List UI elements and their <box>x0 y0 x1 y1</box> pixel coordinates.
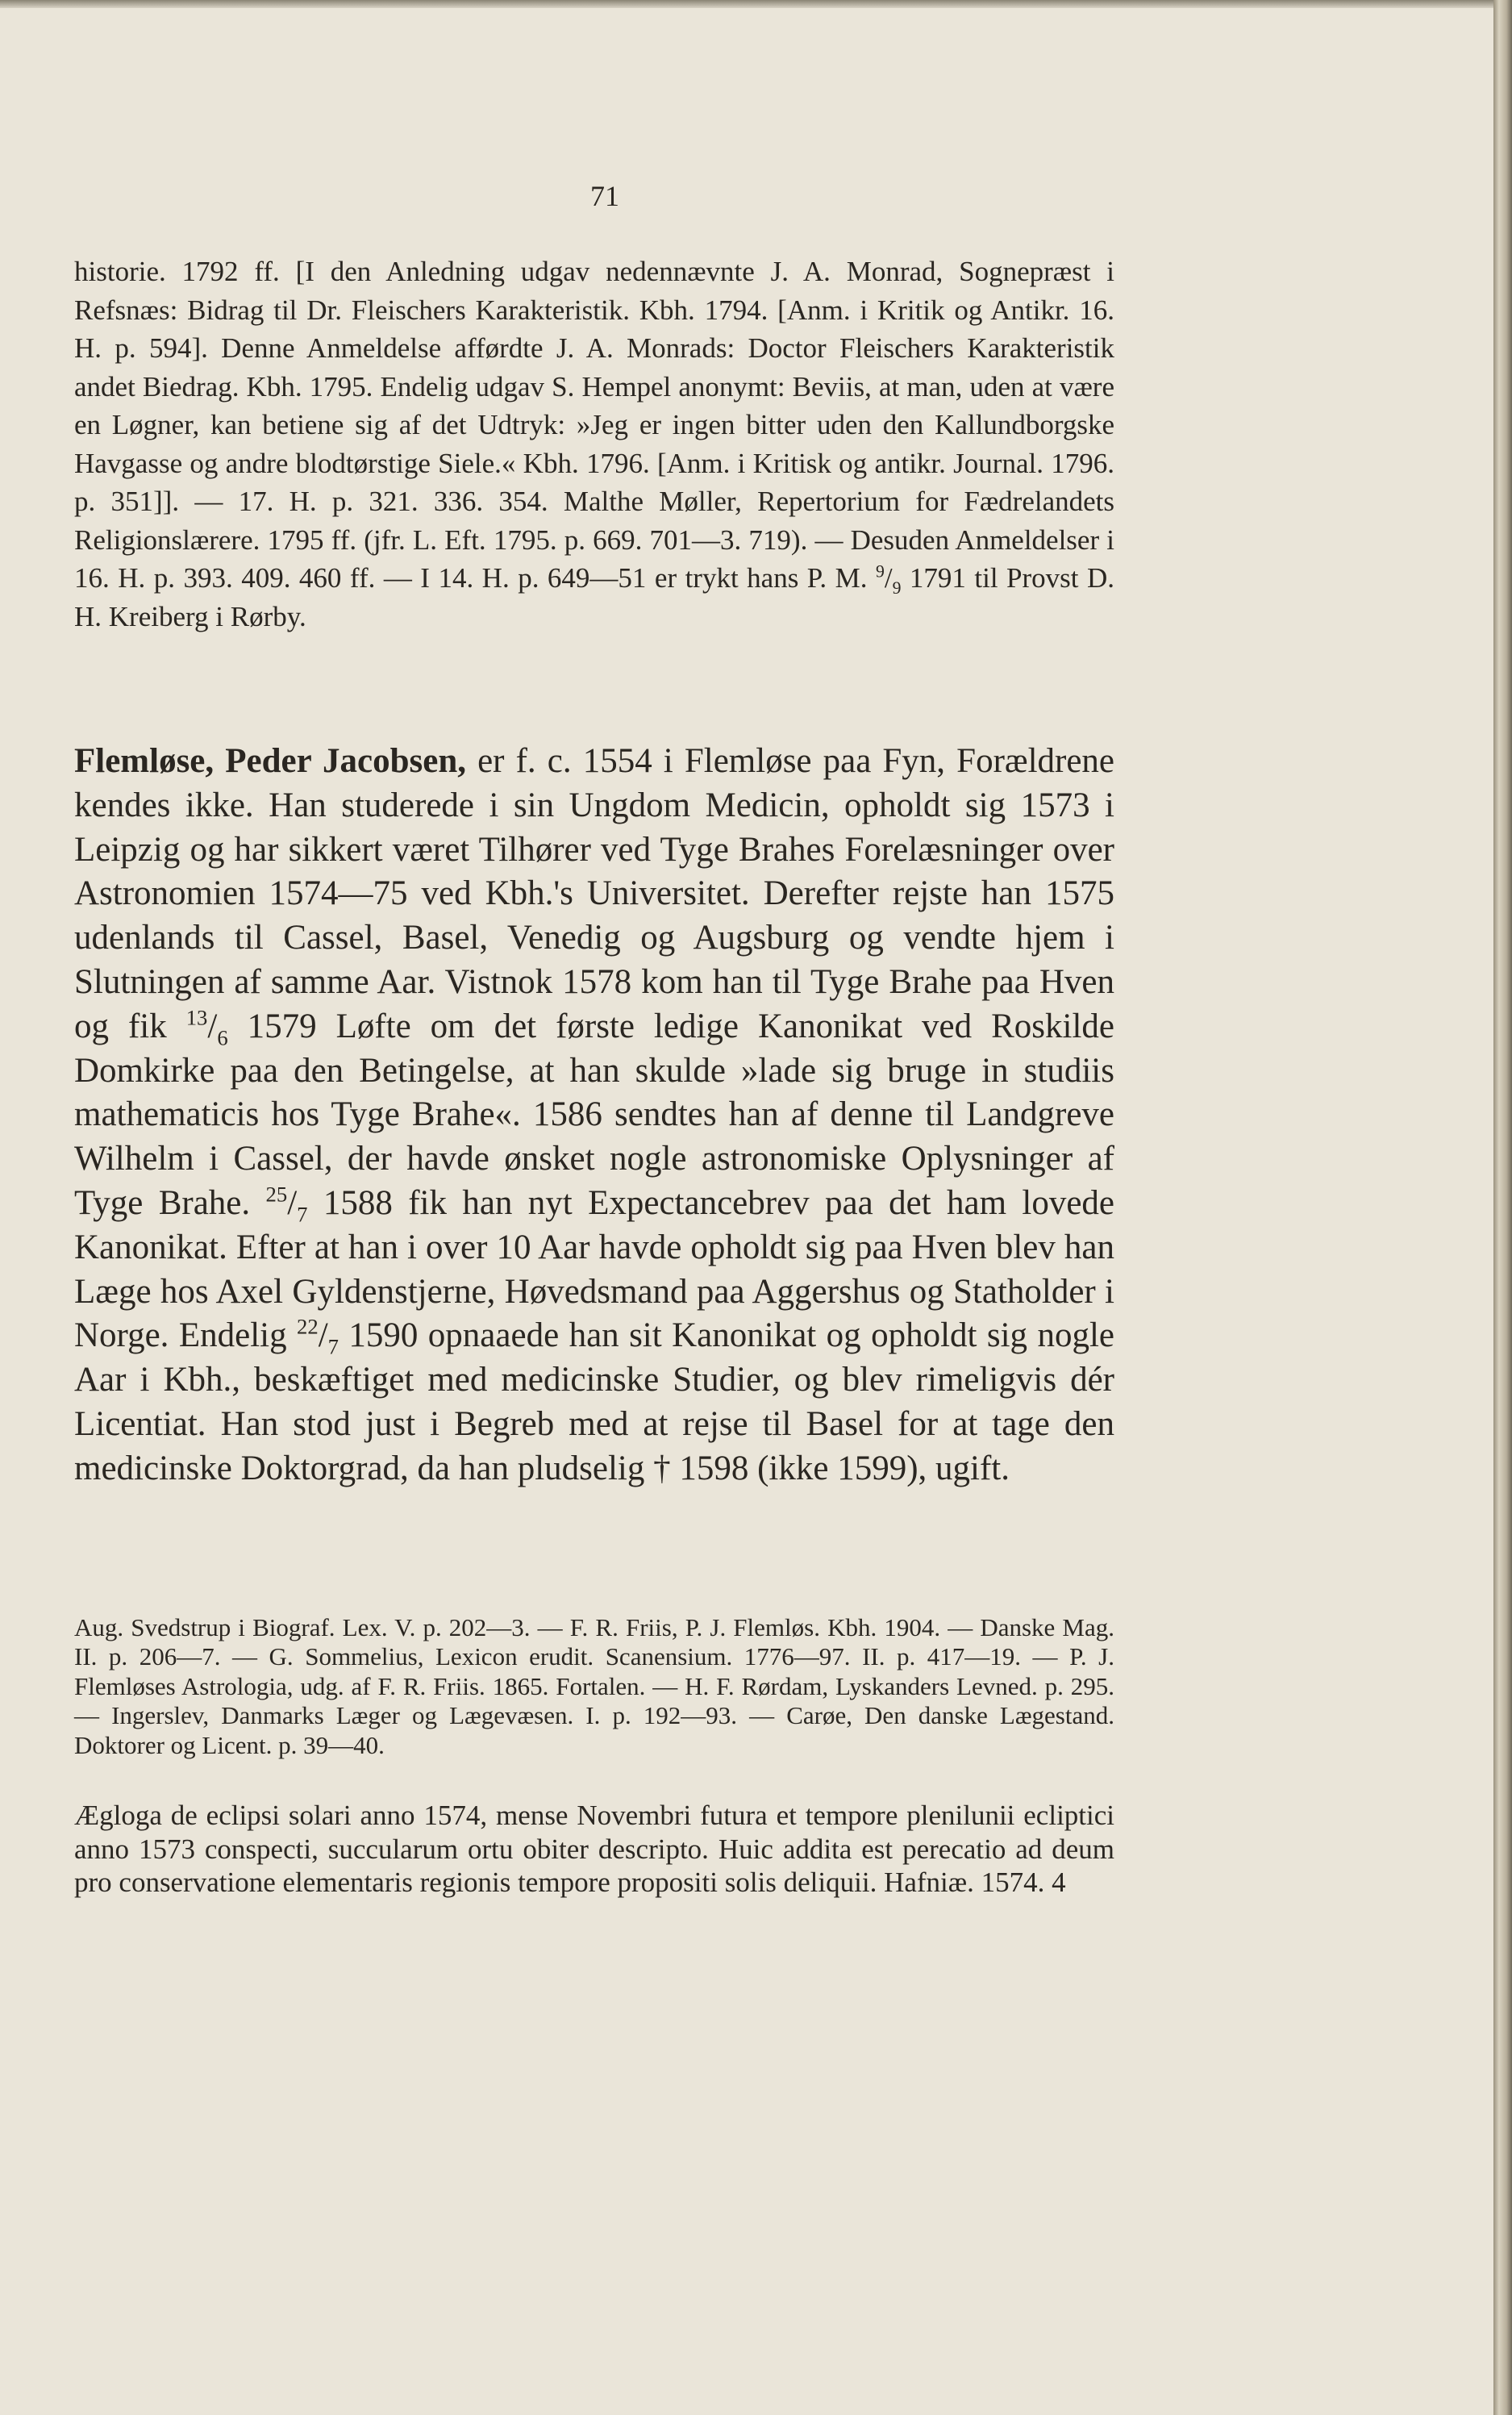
entry-name: Flemløse, Peder Jacobsen, <box>74 742 466 780</box>
publication-entry <box>74 1799 1114 1900</box>
preceding-entry-end: 1791 til Provst D. H. Kreiberg i Rørby. <box>74 562 1115 632</box>
page-top-edge <box>0 0 1493 8</box>
entry-part-1: er f. c. 1554 i Flemløse paa Fyn, Forældrene kendes ikke. Han studerede i sin Ungdom Medicin, opholdt sig 1573 i Leipzig og har sikkert været Tilhører ved Tyge Brahes Forelæsninger over Astronomien 1574—75 ved Kbh.'s Universitet. Derefter rejste han 1575 udenlands til Cassel, Basel, Venedig og Augsburg og vendte hjem i Slutningen af samme Aar. Vistnok 1578 kom han til Tyge Brahe paa Hven og fik <box>74 742 1115 1045</box>
preceding-entry-text: historie. 1792 ff. [I den Anledning udgav nedennævnte J. A. Monrad, Sognepræst i Refsnæs: Bidrag til Dr. Fleischers Karakteristik. Kbh. 1794. [Anm. i Kritik og Antikr. 16. H. p. 594]. Denne Anmeldelse afførdte J. A. Monrads: Doctor Fleischers Karakteristik andet Biedrag. Kbh. 1795. Endelig udgav S. Hempel anonymt: Beviis, at man, uden at være en Løgner, kan betiene sig af det Udtryk: »Jeg er ingen bitter uden den Kallundborgske Havgasse og andre blodtørstige Siele.« Kbh. 1796. [Anm. i Kritisk og antikr. Journal. 1796. p. 351]]. — 17. H. p. 321. 336. 354. Malthe Møller, Repertorium for Fædrelandets Religionslærere. 1795 ff. (jfr. L. Eft. 1795. p. 669. 701—3. 719). — Desuden Anmeldelser i 16. H. p. 393. 409. 460 ff. — I 14. H. p. 649—51 er trykt hans P. M. $^9/_9$ 1791 til Provst D. H. Kreiberg i Rørby. <box>74 256 1115 632</box>
biography-entry <box>74 740 1114 1491</box>
entry-part-3: 1588 fik han nyt Expectancebrev paa det ham lovede Kanonikat. Efter at han i over 10 Aar havde opholdt sig paa Hven blev han Læge hos Axel Gyldenstjerne, Høvedsmand paa Aggershus og Statholder i Norge. Endelig <box>74 1183 1115 1355</box>
date-1-denominator: 6 <box>217 1025 228 1050</box>
biography-text: Flemløse, Peder Jacobsen, er f. c. 1554 i Flemløse paa Fyn, Forældrene kendes ikke. Han studerede i sin Ungdom Medicin, opholdt sig 1573 i Leipzig og har sikkert været Tilhører ved Tyge Brahes Forelæsninger over Astronomien 1574—75 ved Kbh.'s Universitet. Derefter rejste han 1575 udenlands til Cassel, Basel, Venedig og Augsburg og vendte hjem i Slutningen af samme Aar. Vistnok 1578 kom han til Tyge Brahe paa Hven og fik $^{13}/_6$ 1579 Løfte om det første ledige Kanonikat ved Roskilde Domkirke paa den Betingelse, at han skulde »lade sig bruge in studiis mathematicis hos Tyge Brahe«. 1586 sendtes han af denne til Landgreve Wilhelm i Cassel, der havde ønsket nogle astronomiske Oplysninger af Tyge Brahe. $^{25}/_7$ 1588 fik han nyt Expectancebrev paa det ham lovede Kanonikat. Efter at han i over 10 Aar havde opholdt sig paa Hven blev han Læge hos Axel Gyldenstjerne, Høvedsmand paa Aggershus og Statholder i Norge. Endelig $^{22}/_7$ 1590 opnaaede han sit Kanonikat og opholdt sig nogle Aar i Kbh., beskæftiget med medicinske Studier, og blev rimeligvis dér Licentiat. Han stod just i Begreb med at rejse til Basel for at tage den medicinske Doktorgrad, da han pludselig † 1598 (ikke 1599), ugift. <box>74 742 1115 1487</box>
publication-text: Ægloga de eclipsi solari anno 1574, mense Novembri futura et tempore plenilunii ecliptici anno 1573 conspecti, succularum ortu obiter descripto. Huic addita est perecatio ad deum pro conservatione elementaris regionis tempore propositi solis deliquii. Hafniæ. 1574. 4 <box>74 1800 1114 1898</box>
date-2-numerator: 25 <box>265 1182 288 1207</box>
page-number: 71 <box>590 180 619 212</box>
date-3-numerator: 22 <box>297 1315 319 1340</box>
date-denominator: 9 <box>892 578 902 598</box>
preceding-entry-body: historie. 1792 ff. [I den Anledning udgav nedennævnte J. A. Monrad, Sognepræst i Refsnæs: Bidrag til Dr. Fleischers Karakteristik. Kbh. 1794. [Anm. i Kritik og Antikr. 16. H. p. 594]. Denne Anmeldelse afførdte J. A. Monrads: Doctor Fleischers Karakteristik andet Biedrag. Kbh. 1795. Endelig udgav S. Hempel anonymt: Beviis, at man, uden at være en Løgner, kan betiene sig af det Udtryk: »Jeg er ingen bitter uden den Kallundborgske Havgasse og andre blodtørstige Siele.« Kbh. 1796. [Anm. i Kritisk og antikr. Journal. 1796. p. 351]]. — 17. H. p. 321. 336. 354. Malthe Møller, Repertorium for Fædrelandets Religionslærere. 1795 ff. (jfr. L. Eft. 1795. p. 669. 701—3. 719). — Desuden Anmeldelser i 16. H. p. 393. 409. 460 ff. — I 14. H. p. 649—51 er trykt hans P. M. <box>74 256 1114 594</box>
entry-part-4: 1590 opnaaede han sit Kanonikat og opholdt sig nogle Aar i Kbh., beskæftiget med medicinske Studier, og blev rimeligvis dér Licentiat. Han stod just i Begreb med at rejse til Basel for at tage den medicinske Doktorgrad, da han pludselig † 1598 (ikke 1599), ugift. <box>74 1316 1115 1487</box>
date-numerator: 9 <box>875 561 885 582</box>
entry-part-2: 1579 Løfte om det første ledige Kanonikat ved Roskilde Domkirke paa den Betingelse, at han skulde »lade sig bruge in studiis mathematicis hos Tyge Brahe«. 1586 sendtes han af denne til Landgreve Wilhelm i Cassel, der havde ønsket nogle astronomiske Oplysninger af Tyge Brahe. <box>74 1007 1114 1222</box>
date-1-numerator: 13 <box>185 1005 208 1030</box>
page-edge <box>1493 0 1512 2415</box>
date-2-denominator: 7 <box>297 1202 308 1227</box>
references <box>74 1613 1114 1760</box>
preceding-entry <box>74 252 1114 636</box>
date-3-denominator: 7 <box>327 1334 339 1359</box>
references-text: Aug. Svedstrup i Biograf. Lex. V. p. 202—3. — F. R. Friis, P. J. Flemløs. Kbh. 1904. — Danske Mag. II. p. 206—7. — G. Sommelius, Lexicon erudit. Scanensium. 1776—97. II. p. 417—19. — P. J. Flemløses Astrologia, udg. af F. R. Friis. 1865. Fortalen. — H. F. Rørdam, Lyskanders Levned. p. 295. — Ingerslev, Danmarks Læger og Lægevæsen. I. p. 192—93. — Carøe, Den danske Lægestand. Doktorer og Licent. p. 39—40. <box>74 1613 1114 1759</box>
